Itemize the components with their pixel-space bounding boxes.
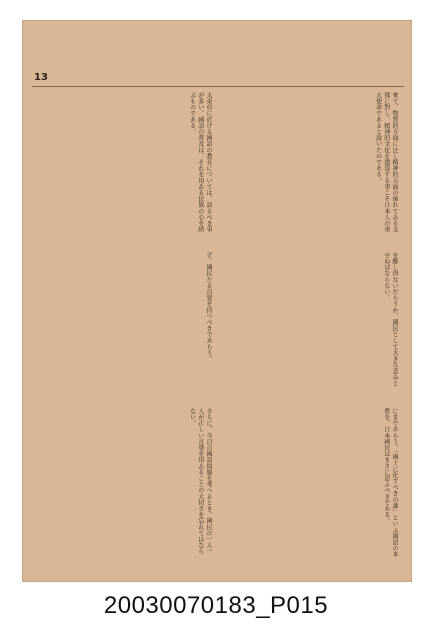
text-column: にまであらう。「國土に化すべきの義」といふ國語の本質を、日本國民はまさに思ふべきである。: [382, 408, 398, 558]
text-tier-2: [40, 252, 398, 392]
text-column: さらに、今日の國語問題を考へるとき、國民の一人一人が正しい言葉を用ゐることの大切さを忘れてはならない。: [188, 408, 212, 555]
scanned-page: [22, 20, 412, 582]
page-number: 13: [34, 72, 48, 83]
archive-id-label: 20030070183_P015: [103, 592, 329, 619]
text-tier-1: [40, 92, 398, 238]
text-column: を醒し得ないだらうか、國民として大きな悲みとせねばならない。: [382, 252, 398, 387]
header-rule: [32, 86, 404, 87]
text-tier-3: [40, 408, 398, 560]
text-column: ず、國民たる自覺を持つべきであらう。: [205, 252, 212, 362]
text-column: 來て、物質的方面に比し精神的方面の後れてゐる支那に對し、精神的文化を建設する事こそ日本人の重大使命であると說いたのである。: [374, 92, 398, 233]
text-column: 大東亞に於ける國語の教育については、語るべき事が多い。國語の普及は、それを用ゐる民族の心を結ぶものである。: [188, 92, 212, 233]
